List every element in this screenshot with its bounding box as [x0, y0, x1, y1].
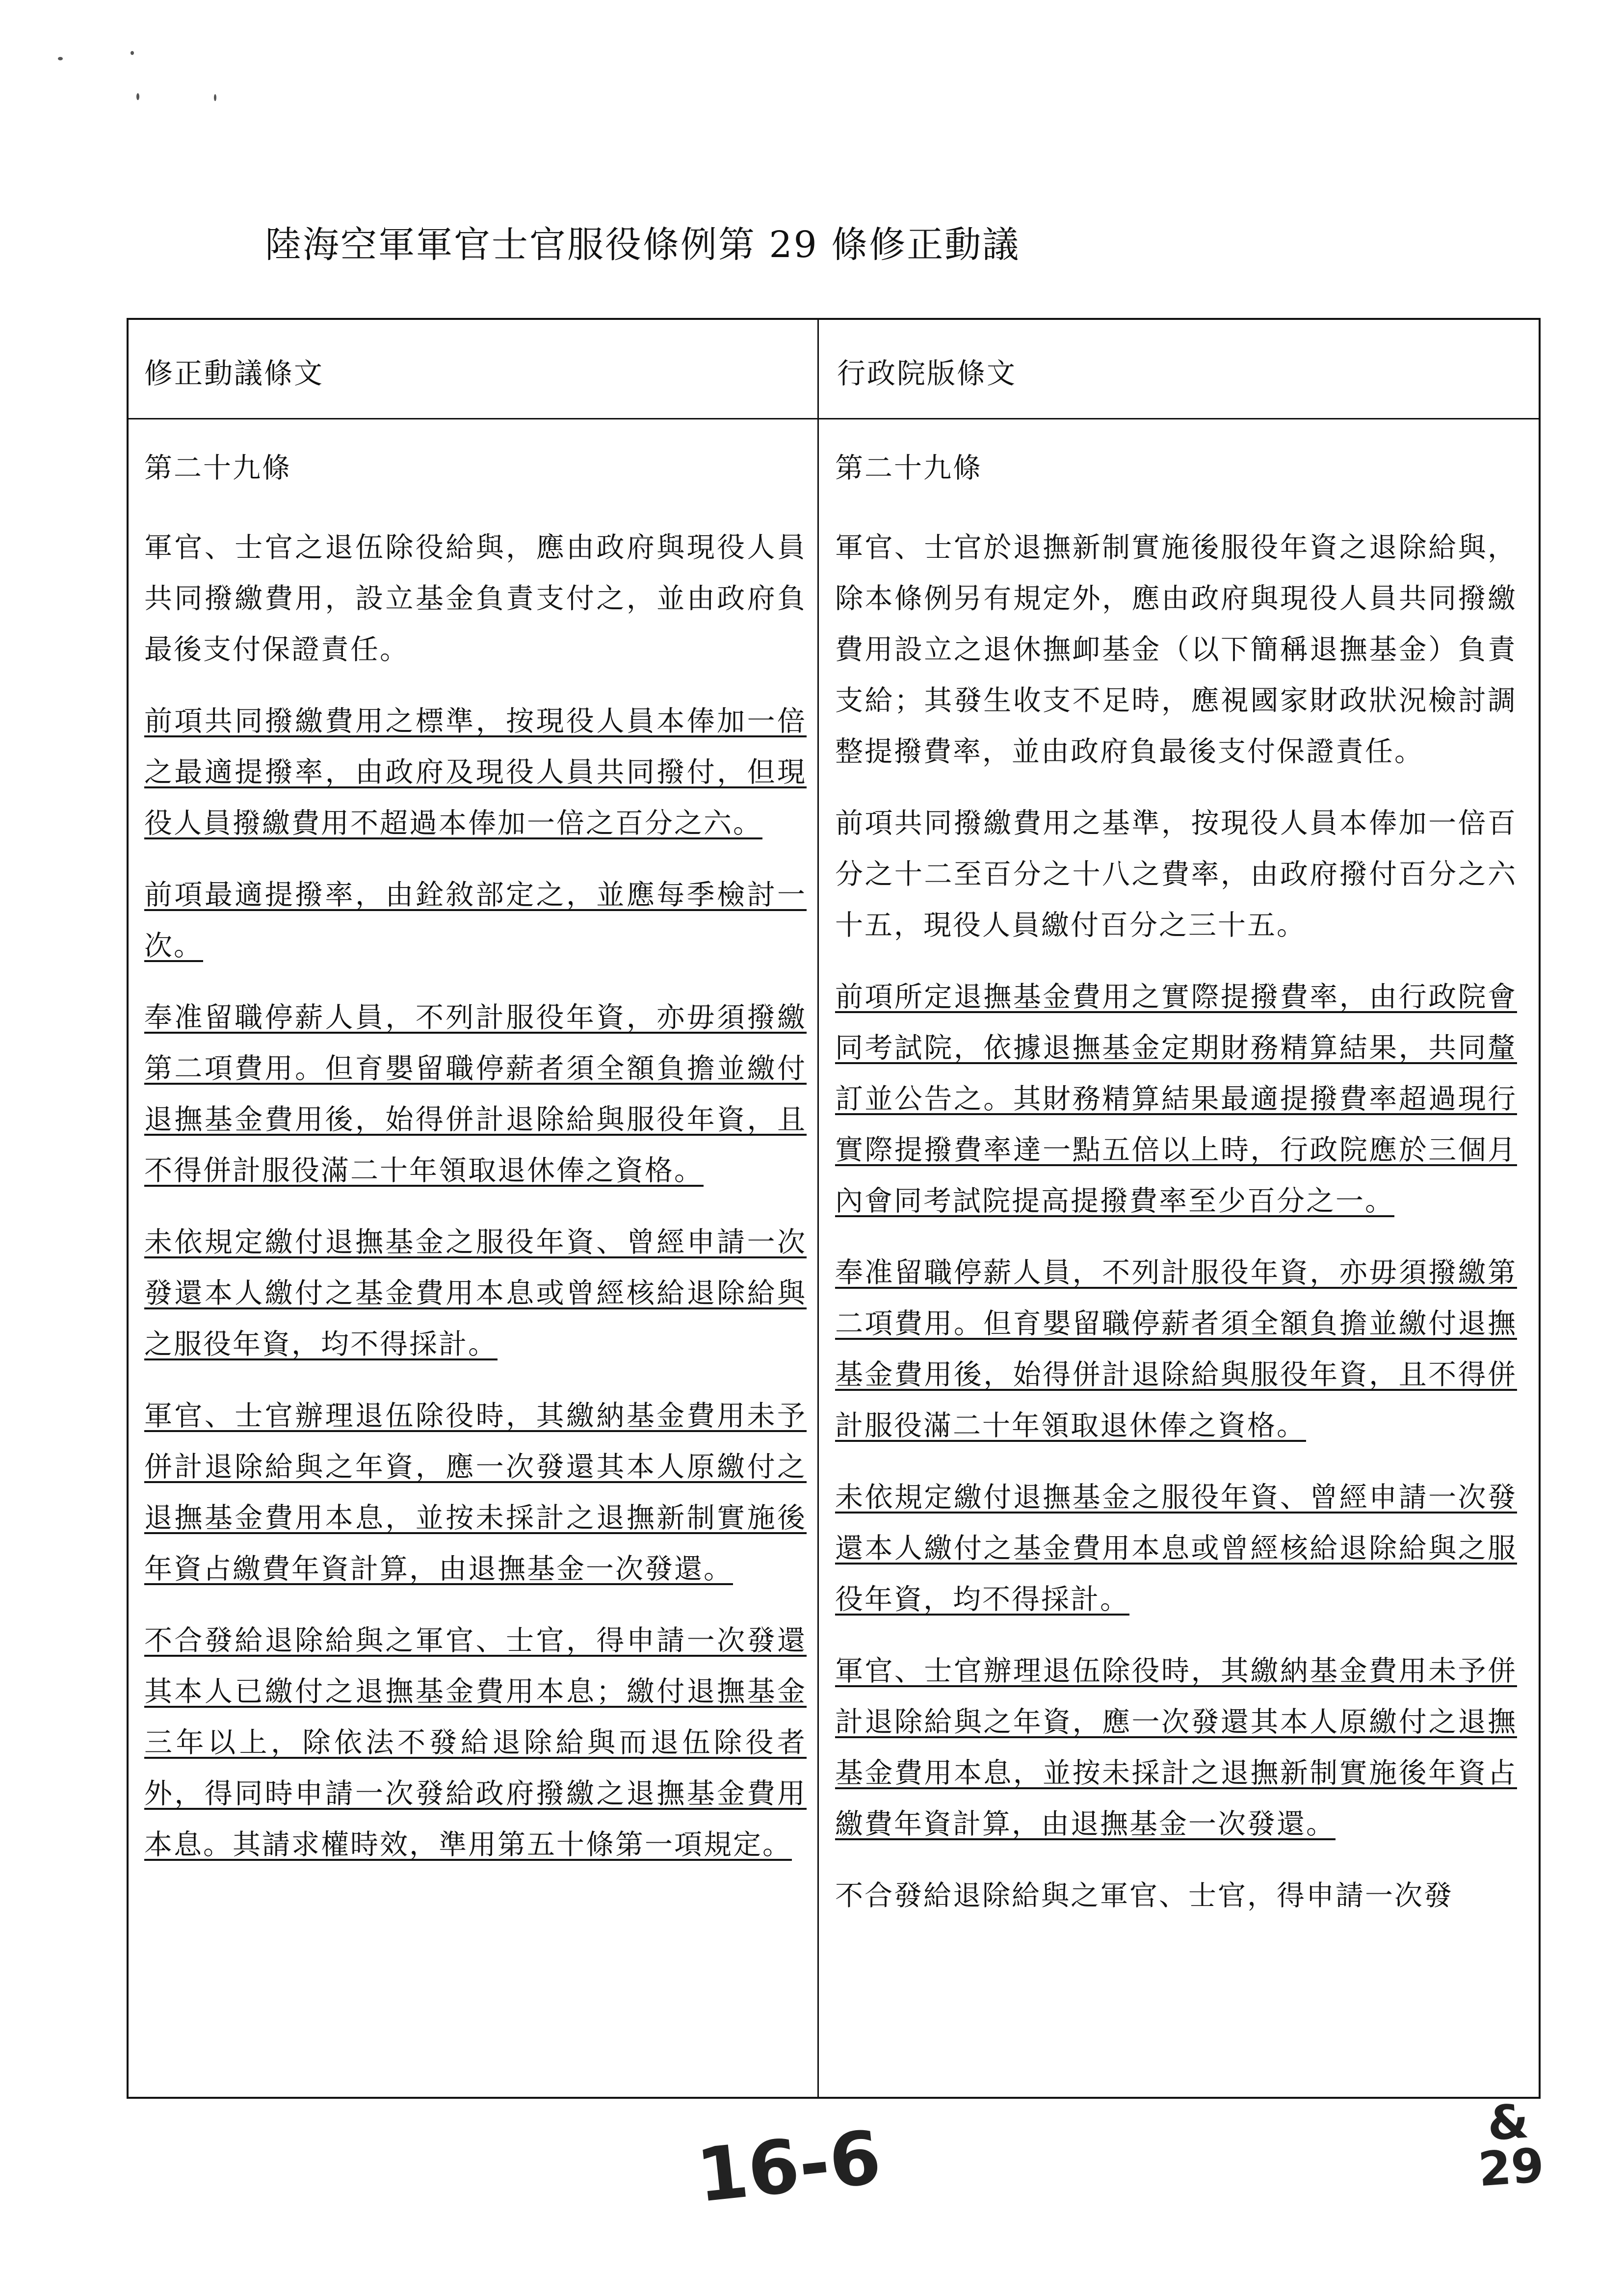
article-number: 第二十九條 [835, 452, 982, 484]
handwritten-page-number: 16-6 [692, 2114, 885, 2219]
scan-speck [214, 94, 216, 101]
side-note-top: & [1485, 2093, 1531, 2151]
paragraph: 軍官、士官辦理退伍除役時，其繳納基金費用未予併計退除給與之年資，應一次發還其本人原繳付之退撫基金費用本息，並按未採計之退撫新制實施後年資占繳費年資計算，由退撫基金一次發還。 [835, 1655, 1517, 1840]
article-number: 第二十九條 [144, 452, 291, 484]
column-divider [817, 320, 819, 2097]
paragraph: 不合發給退除給與之軍官、士官，得申請一次發 [835, 1879, 1453, 1912]
paragraph: 未依規定繳付退撫基金之服役年資、曾經申請一次發還本人繳付之基金費用本息或曾經核給退除給與之服役年資，均不得採計。 [144, 1226, 807, 1360]
paragraph: 奉准留職停薪人員，不列計服役年資，亦毋須撥繳第二項費用。但育嬰留職停薪者須全額負擔並繳付退撫基金費用後，始得併計退除給與服役年資，且不得併計服役滿二十年領取退休俸之資格。 [835, 1256, 1517, 1442]
executive-yuan-column [835, 443, 1517, 2097]
right-column-header: 行政院版條文 [837, 357, 1017, 390]
scan-speck [136, 93, 139, 100]
comparison-table [127, 318, 1541, 2099]
amendment-column [144, 443, 807, 1891]
paragraph: 前項共同撥繳費用之標準，按現役人員本俸加一倍之最適提撥率，由政府及現役人員共同撥付，但現役人員撥繳費用不超過本俸加一倍之百分之六。 [144, 705, 807, 839]
paragraph: 前項共同撥繳費用之基準，按現役人員本俸加一倍百分之十二至百分之十八之費率，由政府撥付百分之六十五，現役人員繳付百分之三十五。 [835, 807, 1517, 941]
paragraph: 前項最適提撥率，由銓敘部定之，並應每季檢討一次。 [144, 879, 807, 962]
scan-speck [131, 51, 134, 55]
paragraph: 未依規定繳付退撫基金之服役年資、曾經申請一次發還本人繳付之基金費用本息或曾經核給退除給與之服役年資，均不得採計。 [835, 1481, 1517, 1616]
paragraph: 軍官、士官於退撫新制實施後服役年資之退除給與，除本條例另有規定外，應由政府與現役人員共同撥繳費用設立之退休撫卹基金（以下簡稱退撫基金）負責支給；其發生收支不足時，應視國家財政狀況檢討調整提撥費率，並由政府負最後支付保證責任。 [835, 531, 1517, 768]
left-column-header: 修正動議條文 [144, 357, 324, 390]
handwritten-side-note [1474, 2093, 1546, 2197]
paragraph: 軍官、士官辦理退伍除役時，其繳納基金費用未予併計退除給與之年資，應一次發還其本人原繳付之退撫基金費用本息，並按未採計之退撫新制實施後年資占繳費年資計算，由退撫基金一次發還。 [144, 1400, 807, 1585]
paragraph: 前項所定退撫基金費用之實際提撥費率，由行政院會同考試院，依據退撫基金定期財務精算結果，共同釐訂並公告之。其財務精算結果最適提撥費率超過現行實際提撥費率達一點五倍以上時，行政院應於三個月內會同考試院提高提撥費率至少百分之一。 [835, 981, 1517, 1217]
paragraph: 不合發給退除給與之軍官、士官，得申請一次發還其本人已繳付之退撫基金費用本息；繳付退撫基金三年以上，除依法不發給退除給與而退伍除役者外，得同時申請一次發給政府撥繳之退撫基金費用本息。其請求權時效，準用第五十條第一項規定。 [144, 1624, 807, 1861]
scan-speck [58, 57, 63, 60]
header-divider [129, 418, 1539, 419]
side-note-bottom: 29 [1476, 2138, 1546, 2197]
document-title: 陸海空軍軍官士官服役條例第 29 條修正動議 [265, 224, 1021, 266]
paragraph: 軍官、士官之退伍除役給與，應由政府與現役人員共同撥繳費用，設立基金負責支付之，並由政府負最後支付保證責任。 [144, 531, 807, 666]
paragraph: 奉准留職停薪人員，不列計服役年資，亦毋須撥繳第二項費用。但育嬰留職停薪者須全額負擔並繳付退撫基金費用後，始得併計退除給與服役年資，且不得併計服役滿二十年領取退休俸之資格。 [144, 1001, 807, 1187]
